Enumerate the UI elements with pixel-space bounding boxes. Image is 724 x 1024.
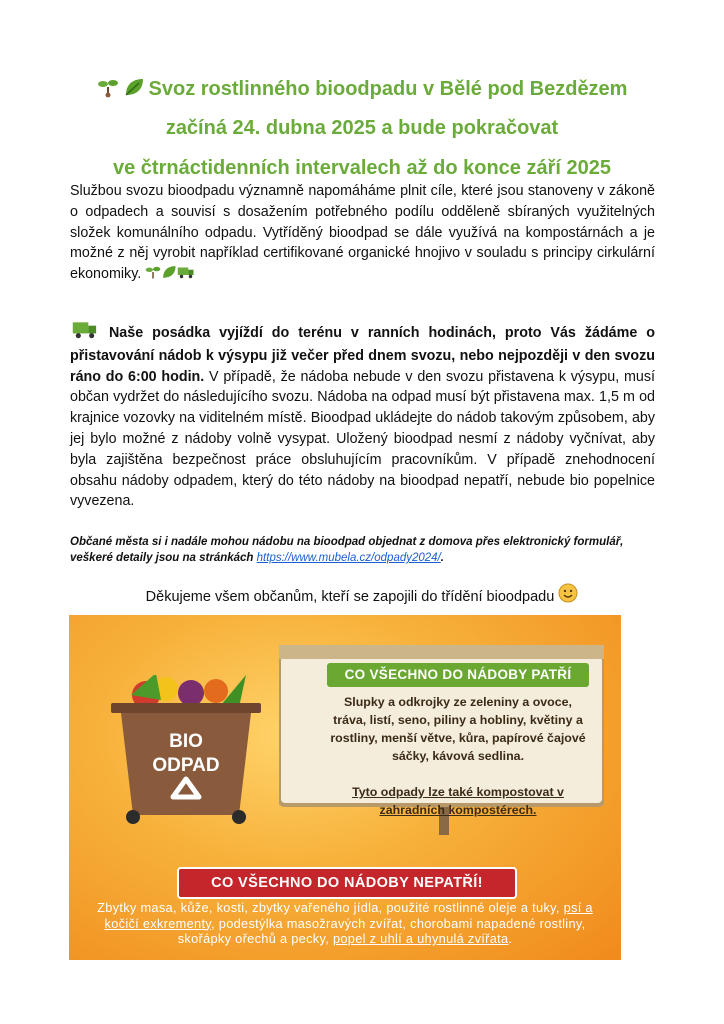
thanks-line <box>0 583 724 609</box>
sprout-icon <box>145 264 161 287</box>
not-text-underlined-1: psí a kočičí exkrementy <box>104 900 593 931</box>
not-text-part-a: Zbytky masa, kůže, kosti, zbytky vařeného jídla, použité rostlinné oleje a tuky, <box>97 900 564 915</box>
leaf-icon <box>161 264 177 287</box>
heading-line-3: ve čtrnáctidenních intervalech až do konce září 2025 <box>113 157 611 179</box>
heading-text-1: Svoz rostlinného bioodpadu v Bělé pod Bezdězem <box>148 78 628 100</box>
compost-note: Tyto odpady lze také kompostovat v zahradních kompostérech. <box>352 785 564 817</box>
note-end: . <box>440 552 444 564</box>
note-text: Občané města si i nadále mohou nádobu na bioodpad objednat z domova přes elektronický formulář, veškeré detaily jsou na stránkách <box>70 536 624 564</box>
belongs-title: CO VŠECHNO DO NÁDOBY PATŘÍ <box>327 663 589 687</box>
truck-icon <box>177 264 195 287</box>
bin-label-bio: BIO <box>169 731 203 752</box>
not-belongs-text <box>89 900 601 947</box>
intro-text: Službou svozu bioodpadu významně napomáháme plnit cíle, které jsou stanoveny v zákoně o odpadech a souvisí s dosažením potřebného podílu odděleně sbíraných využitelných složek komunálního odpadu. Vytříděný bioodpad se dále využívá na kompostárnách a je možné z něj vyrobit například certifikované organické hnojivo v souladu s principy cirkulární ekonomiky. <box>70 183 655 283</box>
belongs-text: Slupky a odkrojky ze zeleniny a ovoce, tráva, listí, seno, piliny a hobliny, květiny a rostliny, menší větve, kůra, papírové čajové sáčky, kávová sedlina. <box>330 695 586 763</box>
bio-waste-infographic <box>69 615 621 960</box>
leaf-icon <box>123 76 145 104</box>
not-text-part-c: . <box>508 931 513 946</box>
crew-paragraph <box>70 319 655 512</box>
bio-bin-illustration <box>111 675 261 825</box>
truck-icon <box>70 319 100 346</box>
not-belongs-title: CO VŠECHNO DO NÁDOBY NEPATŘÍ! <box>177 867 517 899</box>
not-text-part-b: , podestýlka masožravých zvířat, chorobami napadené rostliny, skořápky ořechů a pecky, <box>177 915 586 946</box>
heading-line-2: začíná 24. dubna 2025 a bude pokračovat <box>165 117 559 139</box>
sprout-icon <box>97 76 119 104</box>
crew-bold-text: Naše posádka vyjíždí do terénu v ranních hodinách, proto Vás žádáme o přistavování nádob k výsypu již večer před dnem svozu, nebo nejpozději v den svozu ráno do 6:00 hodin. <box>70 325 655 385</box>
order-note <box>70 534 655 566</box>
crew-rest-text: V případě, že nádoba nebude v den svozu přistavena k výsypu, musí občan vydržet do následujícího svozu. Nádoba na odpad musí být přistavena max. 1,5 m od krajnice vozovky na viditelném místě. Bioodpad ukládejte do nádob takovým způsobem, aby jej bylo možné z nádoby volně vysypat. Uložený bioodpad nesmí z nádoby vyčnívat, aby byla zajištěna bezpečnost práce obsluhujícím pracovníkům. V případě znehodnocení obsahu nádoby odpadem, který do této nádoby na bioodpad nepatří, nebude bio popelnice vyvezena. <box>70 368 655 510</box>
mubela-link[interactable]: https://www.mubela.cz/odpady2024/ <box>256 552 441 564</box>
bin-label-odpad: ODPAD <box>152 755 220 776</box>
intro-paragraph <box>70 181 655 287</box>
not-text-underlined-2: popel z uhlí a uhynulá zvířata <box>332 931 509 946</box>
heading-line-1 <box>0 76 724 104</box>
thanks-text: Děkujeme všem občanům, kteří se zapojili do třídění bioodpadu <box>145 589 555 605</box>
smiley-icon <box>558 583 578 609</box>
